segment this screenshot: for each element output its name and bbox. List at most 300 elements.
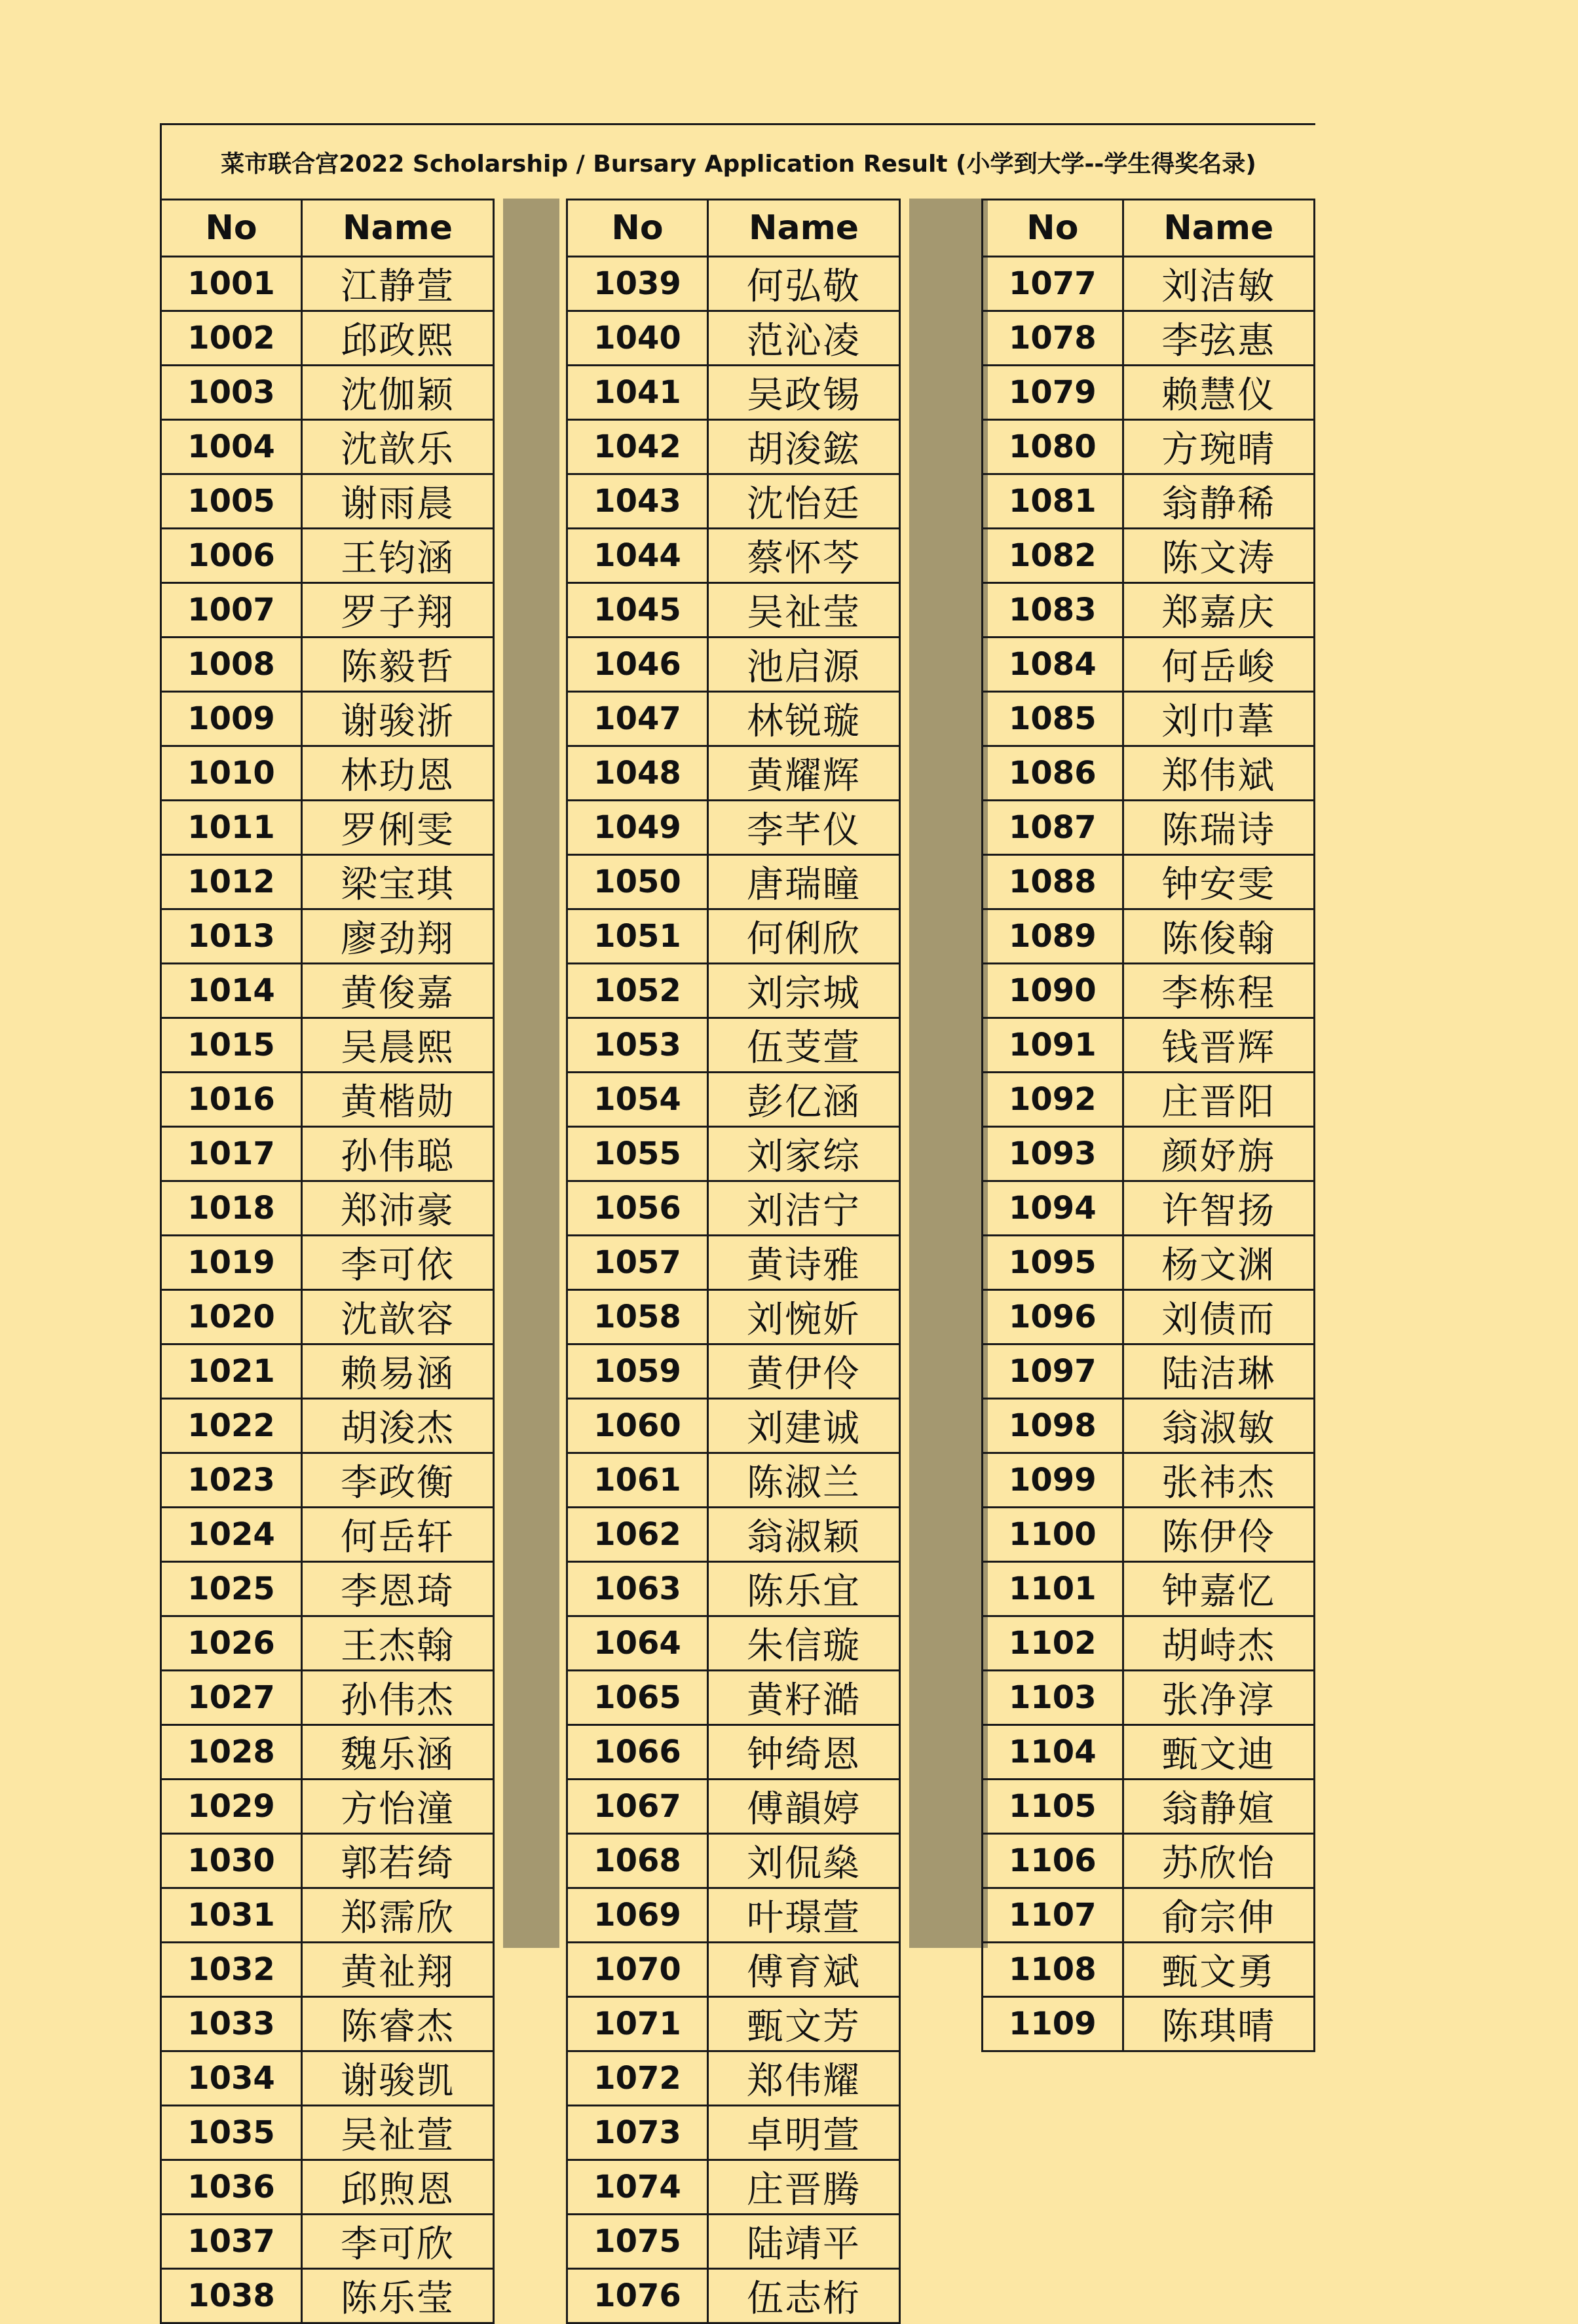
table-row [983,964,1315,1018]
entry-number: 1095 [983,1236,1123,1290]
student-name: 池启源 [708,638,900,692]
entry-number: 1088 [983,855,1123,909]
student-name: 张净淳 [1123,1671,1314,1725]
entry-number: 1004 [161,420,302,474]
entry-number: 1039 [567,257,708,311]
table-row [983,746,1315,801]
table-row [567,2106,900,2160]
student-name: 杨文渊 [1123,1236,1314,1290]
table-row [567,529,900,583]
table-row [567,1453,900,1508]
table-row [983,474,1315,529]
entry-number: 1078 [983,311,1123,366]
entry-number: 1089 [983,909,1123,964]
column-header-name: Name [708,200,900,257]
entry-number: 1068 [567,1834,708,1888]
entry-number: 1079 [983,366,1123,420]
column-separator [503,199,559,1948]
student-name: 刘债而 [1123,1290,1314,1344]
student-name: 黄俊嘉 [302,964,494,1018]
student-name: 罗俐雯 [302,801,494,855]
entry-number: 1071 [567,1997,708,2051]
student-name: 甄文勇 [1123,1943,1314,1997]
table-row [567,2160,900,2215]
table-header-row [983,200,1315,257]
student-name: 钟绮恩 [708,1725,900,1780]
table-row [161,1943,494,1997]
table-row [161,583,494,638]
student-name: 卓明萱 [708,2106,900,2160]
student-name: 刘洁敏 [1123,257,1314,311]
entry-number: 1034 [161,2051,302,2106]
table-row [567,1562,900,1616]
entry-number: 1056 [567,1181,708,1236]
student-name: 刘宗城 [708,964,900,1018]
entry-number: 1102 [983,1616,1123,1671]
entry-number: 1067 [567,1780,708,1834]
student-name: 叶璟萱 [708,1888,900,1943]
student-name: 翁淑敏 [1123,1399,1314,1453]
entry-number: 1072 [567,2051,708,2106]
table-row [567,1181,900,1236]
entry-number: 1031 [161,1888,302,1943]
student-name: 李可依 [302,1236,494,1290]
entry-number: 1065 [567,1671,708,1725]
table-row [567,311,900,366]
student-name: 甄文芳 [708,1997,900,2051]
table-row [161,529,494,583]
table-row [567,1127,900,1181]
entry-number: 1073 [567,2106,708,2160]
table-row [161,1562,494,1616]
entry-number: 1061 [567,1453,708,1508]
entry-number: 1035 [161,2106,302,2160]
student-name: 孙伟聪 [302,1127,494,1181]
student-name: 伍芰萱 [708,1018,900,1073]
student-name: 俞宗伸 [1123,1888,1314,1943]
student-name: 钱晋辉 [1123,1018,1314,1073]
student-name: 吴祉莹 [708,583,900,638]
results-table-2 [566,199,901,2324]
entry-number: 1093 [983,1127,1123,1181]
table-row [567,1344,900,1399]
table-row [983,1127,1315,1181]
student-name: 钟嘉忆 [1123,1562,1314,1616]
table-row [161,1834,494,1888]
entry-number: 1054 [567,1073,708,1127]
student-name: 蔡怀芩 [708,529,900,583]
table-row [567,583,900,638]
student-name: 何弘敬 [708,257,900,311]
table-row [161,311,494,366]
student-name: 李政衡 [302,1453,494,1508]
table-row [161,1453,494,1508]
student-name: 谢骏浙 [302,692,494,746]
column-header-name: Name [302,200,494,257]
results-sheet [160,123,1315,2320]
entry-number: 1052 [567,964,708,1018]
student-name: 黄楷勋 [302,1073,494,1127]
entry-number: 1097 [983,1344,1123,1399]
entry-number: 1041 [567,366,708,420]
table-row [567,964,900,1018]
table-row [983,855,1315,909]
table-row [983,529,1315,583]
student-name: 刘巾葦 [1123,692,1314,746]
table-row [983,1888,1315,1943]
table-row [983,1290,1315,1344]
table-row [983,583,1315,638]
table-row [567,366,900,420]
student-name: 刘惋妡 [708,1290,900,1344]
table-row [567,1780,900,1834]
student-name: 林玏恩 [302,746,494,801]
entry-number: 1040 [567,311,708,366]
entry-number: 1080 [983,420,1123,474]
student-name: 黄伊伶 [708,1344,900,1399]
student-name: 陈淑兰 [708,1453,900,1508]
student-name: 沈歆容 [302,1290,494,1344]
student-name: 何岳轩 [302,1508,494,1562]
table-row [983,909,1315,964]
entry-number: 1036 [161,2160,302,2215]
student-name: 廖劲翔 [302,909,494,964]
table-row [567,1290,900,1344]
entry-number: 1101 [983,1562,1123,1616]
entry-number: 1108 [983,1943,1123,1997]
table-row [567,1018,900,1073]
entry-number: 1057 [567,1236,708,1290]
entry-number: 1087 [983,801,1123,855]
entry-number: 1070 [567,1943,708,1997]
student-name: 黄祉翔 [302,1943,494,1997]
entry-number: 1082 [983,529,1123,583]
entry-number: 1016 [161,1073,302,1127]
table-row [983,1725,1315,1780]
student-name: 翁静稀 [1123,474,1314,529]
table-row [161,474,494,529]
column-header-no: No [567,200,708,257]
table-row [161,1616,494,1671]
student-name: 陈毅哲 [302,638,494,692]
table-row [567,1725,900,1780]
student-name: 胡浚杰 [302,1399,494,1453]
entry-number: 1077 [983,257,1123,311]
entry-number: 1055 [567,1127,708,1181]
entry-number: 1053 [567,1018,708,1073]
student-name: 方怡潼 [302,1780,494,1834]
entry-number: 1106 [983,1834,1123,1888]
entry-number: 1075 [567,2215,708,2269]
student-name: 傅育斌 [708,1943,900,1997]
table-row [161,1290,494,1344]
table-row [161,909,494,964]
entry-number: 1076 [567,2269,708,2323]
table-row [567,746,900,801]
entry-number: 1023 [161,1453,302,1508]
entry-number: 1051 [567,909,708,964]
student-name: 庄晋腾 [708,2160,900,2215]
student-name: 陈瑞诗 [1123,801,1314,855]
table-row [161,2051,494,2106]
results-columns [160,199,1315,2320]
table-row [983,1181,1315,1236]
student-name: 张祎杰 [1123,1453,1314,1508]
entry-number: 1091 [983,1018,1123,1073]
student-name: 胡浚鋐 [708,420,900,474]
table-row [567,257,900,311]
entry-number: 1001 [161,257,302,311]
student-name: 黄籽澔 [708,1671,900,1725]
table-row [567,1943,900,1997]
student-name: 李弦惠 [1123,311,1314,366]
table-row [161,1018,494,1073]
table-row [983,1236,1315,1290]
student-name: 翁淑颖 [708,1508,900,1562]
entry-number: 1008 [161,638,302,692]
column-header-no: No [161,200,302,257]
entry-number: 1006 [161,529,302,583]
entry-number: 1042 [567,420,708,474]
table-row [161,855,494,909]
student-name: 何岳峻 [1123,638,1314,692]
student-name: 陈伊伶 [1123,1508,1314,1562]
table-row [161,1236,494,1290]
entry-number: 1050 [567,855,708,909]
entry-number: 1026 [161,1616,302,1671]
entry-number: 1058 [567,1290,708,1344]
student-name: 邱政熙 [302,311,494,366]
entry-number: 1086 [983,746,1123,801]
student-name: 伍志桁 [708,2269,900,2323]
table-row [161,746,494,801]
student-name: 沈歆乐 [302,420,494,474]
table-row [161,2106,494,2160]
entry-number: 1030 [161,1834,302,1888]
entry-number: 1062 [567,1508,708,1562]
table-row [567,1616,900,1671]
entry-number: 1015 [161,1018,302,1073]
student-name: 翁静媗 [1123,1780,1314,1834]
table-row [567,1834,900,1888]
table-row [161,1073,494,1127]
student-name: 吴祉萱 [302,2106,494,2160]
student-name: 吴政锡 [708,366,900,420]
table-row [567,2051,900,2106]
column-header-no: No [983,200,1123,257]
entry-number: 1066 [567,1725,708,1780]
table-row [983,692,1315,746]
table-row [567,638,900,692]
entry-number: 1020 [161,1290,302,1344]
results-table-3 [981,199,1315,2052]
entry-number: 1043 [567,474,708,529]
student-name: 魏乐涵 [302,1725,494,1780]
entry-number: 1025 [161,1562,302,1616]
table-row [983,420,1315,474]
results-table [160,199,495,2324]
student-name: 陆靖平 [708,2215,900,2269]
entry-number: 1063 [567,1562,708,1616]
table-row [567,1888,900,1943]
student-name: 江静萱 [302,257,494,311]
entry-number: 1096 [983,1290,1123,1344]
entry-number: 1059 [567,1344,708,1399]
table-row [161,366,494,420]
table-row [161,1888,494,1943]
table-row [983,1562,1315,1616]
student-name: 黄诗雅 [708,1236,900,1290]
student-name: 庄晋阳 [1123,1073,1314,1127]
student-name: 李可欣 [302,2215,494,2269]
entry-number: 1060 [567,1399,708,1453]
table-row [161,1671,494,1725]
table-row [161,1344,494,1399]
entry-number: 1049 [567,801,708,855]
table-row [161,1725,494,1780]
student-name: 罗子翔 [302,583,494,638]
entry-number: 1032 [161,1943,302,1997]
entry-number: 1103 [983,1671,1123,1725]
student-name: 郑沛豪 [302,1181,494,1236]
table-row [983,311,1315,366]
student-name: 范沁凌 [708,311,900,366]
entry-number: 1012 [161,855,302,909]
table-row [567,2269,900,2323]
entry-number: 1013 [161,909,302,964]
table-row [983,1943,1315,1997]
student-name: 陈琪晴 [1123,1997,1314,2051]
student-name: 陈俊翰 [1123,909,1314,964]
table-row [161,2160,494,2215]
student-name: 朱信璇 [708,1616,900,1671]
entry-number: 1084 [983,638,1123,692]
table-row [567,1399,900,1453]
entry-number: 1064 [567,1616,708,1671]
page-title: 菜市联合宫2022 Scholarship / Bursary Application Result (小学到大学--学生得奖名录) [160,123,1315,199]
student-name: 苏欣怡 [1123,1834,1314,1888]
table-row [161,1508,494,1562]
entry-number: 1022 [161,1399,302,1453]
results-table [566,199,901,2324]
table-row [983,366,1315,420]
entry-number: 1028 [161,1725,302,1780]
student-name: 何俐欣 [708,909,900,964]
table-row [161,638,494,692]
entry-number: 1099 [983,1453,1123,1508]
entry-number: 1083 [983,583,1123,638]
entry-number: 1045 [567,583,708,638]
entry-number: 1027 [161,1671,302,1725]
entry-number: 1081 [983,474,1123,529]
entry-number: 1009 [161,692,302,746]
student-name: 梁宝琪 [302,855,494,909]
student-name: 郑伟耀 [708,2051,900,2106]
table-row [161,1997,494,2051]
student-name: 刘侃燊 [708,1834,900,1888]
table-row [983,1780,1315,1834]
table-row [161,1780,494,1834]
entry-number: 1092 [983,1073,1123,1127]
table-row [567,1073,900,1127]
student-name: 陆洁琳 [1123,1344,1314,1399]
entry-number: 1074 [567,2160,708,2215]
student-name: 颜妤旃 [1123,1127,1314,1181]
table-header-row [161,200,494,257]
table-row [983,1073,1315,1127]
entry-number: 1098 [983,1399,1123,1453]
table-row [161,692,494,746]
table-row [161,964,494,1018]
student-name: 沈怡廷 [708,474,900,529]
entry-number: 1085 [983,692,1123,746]
table-row [567,420,900,474]
table-row [161,801,494,855]
entry-number: 1018 [161,1181,302,1236]
student-name: 林锐璇 [708,692,900,746]
entry-number: 1017 [161,1127,302,1181]
student-name: 李栋程 [1123,964,1314,1018]
entry-number: 1002 [161,311,302,366]
student-name: 许智扬 [1123,1181,1314,1236]
entry-number: 1094 [983,1181,1123,1236]
student-name: 吴晨熙 [302,1018,494,1073]
student-name: 孙伟杰 [302,1671,494,1725]
student-name: 陈乐莹 [302,2269,494,2323]
student-name: 赖慧仪 [1123,366,1314,420]
table-row [567,801,900,855]
student-name: 陈睿杰 [302,1997,494,2051]
table-row [983,257,1315,311]
table-row [161,420,494,474]
table-row [983,638,1315,692]
entry-number: 1048 [567,746,708,801]
student-name: 刘建诚 [708,1399,900,1453]
table-row [567,1997,900,2051]
table-row [983,1344,1315,1399]
entry-number: 1007 [161,583,302,638]
entry-number: 1090 [983,964,1123,1018]
entry-number: 1037 [161,2215,302,2269]
entry-number: 1047 [567,692,708,746]
entry-number: 1011 [161,801,302,855]
student-name: 甄文迪 [1123,1725,1314,1780]
entry-number: 1105 [983,1780,1123,1834]
table-row [983,1834,1315,1888]
entry-number: 1033 [161,1997,302,2051]
table-row [983,1453,1315,1508]
student-name: 沈伽颖 [302,366,494,420]
table-row [567,909,900,964]
table-row [983,1997,1315,2051]
entry-number: 1104 [983,1725,1123,1780]
table-row [567,692,900,746]
entry-number: 1046 [567,638,708,692]
entry-number: 1029 [161,1780,302,1834]
table-row [983,1018,1315,1073]
results-table-1 [160,199,495,2324]
table-row [567,1671,900,1725]
table-row [983,801,1315,855]
entry-number: 1019 [161,1236,302,1290]
table-row [983,1508,1315,1562]
student-name: 刘洁宁 [708,1181,900,1236]
entry-number: 1021 [161,1344,302,1399]
student-name: 王钧涵 [302,529,494,583]
table-row [161,1399,494,1453]
table-row [161,2215,494,2269]
student-name: 陈乐宜 [708,1562,900,1616]
